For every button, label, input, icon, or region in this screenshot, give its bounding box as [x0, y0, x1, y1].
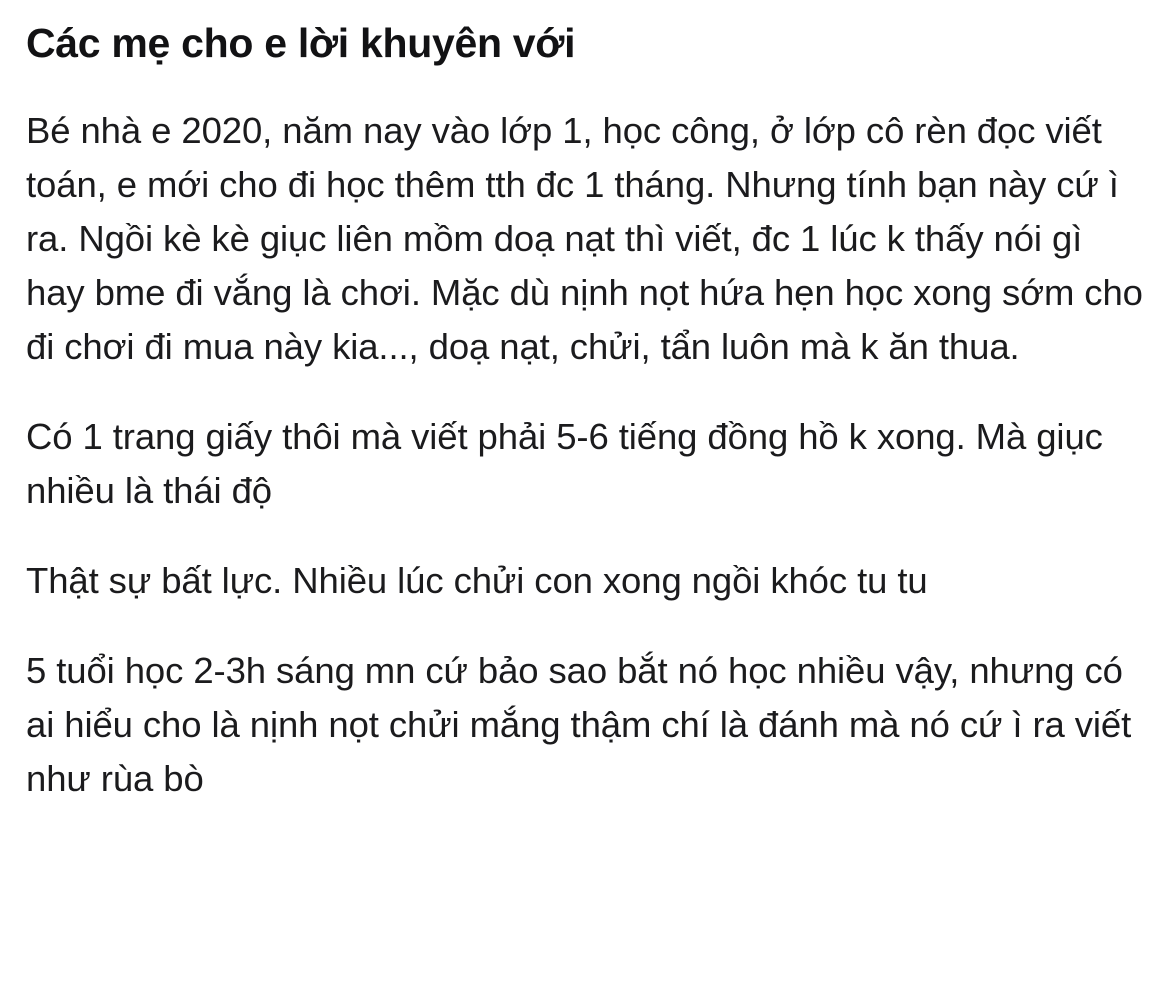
post-body [26, 104, 1144, 806]
post-paragraph: Có 1 trang giấy thôi mà viết phải 5-6 tiếng đồng hồ k xong. Mà giục nhiều là thái độ [26, 416, 1103, 512]
post-paragraph: Bé nhà e 2020, năm nay vào lớp 1, học công, ở lớp cô rèn đọc viết toán, e mới cho đi học thêm tth đc 1 tháng. Nhưng tính bạn này cứ ì ra. Ngồi kè kè giục liên mồm doạ nạt thì viết, đc 1 lúc k thấy nói gì hay bme đi vắng là chơi. Mặc dù nịnh nọt hứa hẹn học xong sớm cho đi chơi đi mua này kia..., doạ nạt, chửi, tẩn luôn mà k ăn thua. [26, 110, 1143, 368]
post-paragraph: 5 tuổi học 2-3h sáng mn cứ bảo sao bắt nó học nhiều vậy, nhưng có ai hiểu cho là nịnh nọt chửi mắng thậm chí là đánh mà nó cứ ì ra viết như rùa bò [26, 650, 1132, 800]
post-paragraph: Thật sự bất lực. Nhiều lúc chửi con xong ngồi khóc tu tu [26, 560, 928, 602]
page-title: Các mẹ cho e lời khuyên với [26, 20, 576, 66]
